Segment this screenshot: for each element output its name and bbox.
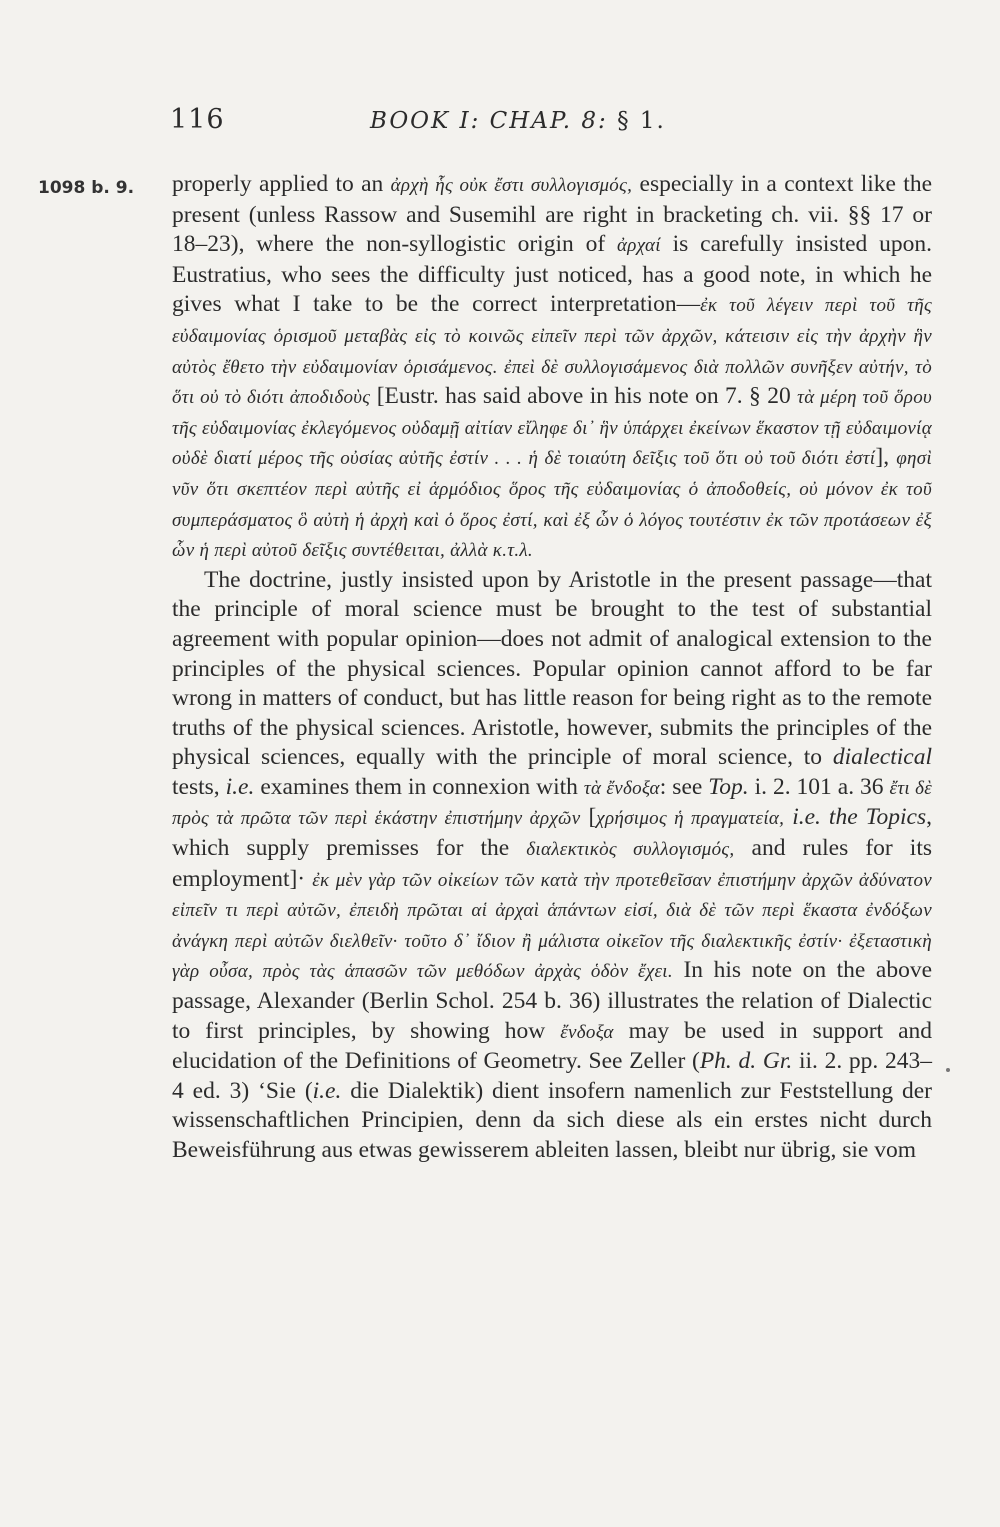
text-span: examines them in connexion with xyxy=(260,773,578,800)
page-speck xyxy=(946,1068,950,1072)
greek-quote: φησὶ νῦν ὅτι σκεπτέον περὶ αὐτῆς εἰ ἁρμόδιος ὅρος τῆς εὐδαιμονίας ὁ ἀποδοθείς, οὐ μόνον ἐκ τοῦ συμπεράσματος ὃ αὐτὴ ἡ ἀρχὴ καὶ ὁ ὅρος ἐστί, καὶ ἐξ ὧν ὁ λόγος τουτέστιν ἐκ τῶν προτάσεων ἐξ ὧν ἡ περὶ αὐτοῦ δεῖξις συντέθειται, ἀλλὰ κ.τ.λ. xyxy=(172,448,933,562)
greek-quote: ἐκ μὲν γὰρ τῶν οἰκείων τῶν κατὰ τὴν προτεθεῖσαν ἐπιστήμην ἀρχῶν ἀδύνατον εἰπεῖν τι περὶ αὐτῶν, ἐπειδὴ πρῶται αἱ ἀρχαὶ ἁπάντων εἰσί, διὰ δὲ τῶν περὶ ἕκαστα ἐνδόξων ἀνάγκη περὶ αὐτῶν διελθεῖν· τοῦτο δ᾽ ἴδιον ἢ μάλιστα οἰκεῖον τῆς διαλεκτικῆς ἐστίν· ἐξεταστικὴ γὰρ οὖσα, πρὸς τὰς ἁπασῶν τῶν μεθόδων ἀρχὰς ὁδὸν ἔχει. xyxy=(172,869,932,983)
greek-quote: τὰ μέρη τοῦ ὅρου τῆς εὐδαιμονίας ἐκλεγόμενος οὐδαμῇ αἰτίαν εἴληφε δι᾽ ἣν ὑπάρχει ἐκείνων ἕκαστον τῇ εὐδαιμονίᾳ οὐδὲ διατί μέρος τῆς οὐσίας αὐτῆς ἐστίν . . . ἡ δὲ τοιαύτη δεῖξις τοῦ ὅτι οὐ τοῦ διότι ἐστί xyxy=(172,387,933,470)
text-span: ], xyxy=(875,444,890,471)
paragraph-1 xyxy=(172,170,932,566)
text-span: : see xyxy=(659,773,703,800)
italic-term: Top. xyxy=(708,773,749,800)
text-span: especially in a context like the present (unless Rassow and Susemihl are right in bracketing ch. vii. §§ 17 or 18–23), where the non-syllogistic origin of xyxy=(172,171,933,258)
text-span: properly applied to an xyxy=(172,171,384,197)
running-head xyxy=(370,108,666,134)
text-span: The doctrine, justly insisted upon by Aristotle in the present passage—that the principle of moral science must be brought to the test of substantial agreement with popular opinion—does not admit of analogical extension to the principles of the physical sciences. Popular opinion cannot afford to be far wrong in matters of conduct, but has little reason for being right as to the remote truths of the physical sciences. Aristotle, however, submits the principles of the physical sciences, equally with the principle of moral science, to xyxy=(172,566,932,771)
text-span: ii. 2. pp. 243–4 ed. 3) ‘Sie ( xyxy=(172,1048,933,1104)
text-span: may be used in support and elucidation of the Definitions of Geometry. See Zeller ( xyxy=(172,1017,933,1075)
greek-term: τὰ ἔνδοξα xyxy=(583,777,660,799)
body-text xyxy=(172,170,932,1166)
page-number: 116 xyxy=(170,104,225,135)
italic-term: dialectical xyxy=(832,744,932,771)
greek-quote: χρήσιμος ἡ πραγματεία, xyxy=(596,808,785,830)
greek-quote: ἐκ τοῦ λέγειν περὶ τοῦ τῆς εὐδαιμονίας ὁρισμοῦ μεταβὰς εἰς τὸ κοινῶς εἰπεῖν περὶ τῶν ἀρχῶν, κάτεισιν εἰς τὴν ἀρχὴν ἣν αὐτὸς ἔθετο τὴν εὐδαιμονίαν ὁρισάμενος. ἐπεὶ δὲ συλλογισάμενος διὰ πολλῶν συνῆξεν αὐτήν, τὸ ὅτι οὐ τὸ διότι ἀποδιδοὺς xyxy=(172,295,932,409)
italic-term: i.e. xyxy=(225,773,255,800)
running-head-section: § 1. xyxy=(617,108,666,134)
text-span: In his note on the above passage, Alexander (Berlin Schol. 254 b. 36) illustrates the relation of Dialectic to first principles, by showing how xyxy=(172,957,933,1044)
italic-term: i.e. the Topics xyxy=(792,804,927,831)
italic-term: Ph. d. Gr. xyxy=(699,1048,793,1075)
greek-quote: ἀρχὴ ἧς οὐκ ἔστι συλλογισμός, xyxy=(390,175,633,196)
greek-term: ἀρχαί xyxy=(617,235,661,257)
greek-term: ἔνδοξα xyxy=(560,1021,614,1043)
paragraph-2 xyxy=(172,566,932,1166)
text-span: is carefully insisted upon. Eustratius, who sees the difficulty just noticed, has a good note, in which he gives what I take to be the correct interpretation— xyxy=(172,231,933,318)
greek-quote: ἔτι δὲ πρὸς τὰ πρῶτα τῶν περὶ ἑκάστην ἐπιστήμην ἀρχῶν xyxy=(172,777,933,830)
page-header xyxy=(170,104,940,144)
text-span: and rules for its employment]· xyxy=(172,835,932,892)
text-span: tests, xyxy=(172,773,220,800)
greek-term: διαλεκτικὸς συλλογισμός, xyxy=(526,839,735,861)
text-span: i. 2. 101 a. 36 xyxy=(754,773,884,800)
text-span: [ xyxy=(588,804,597,831)
text-span: , which supply premisses for the xyxy=(172,804,932,862)
text-span: die Dialektik) dient insofern namenlich zur Feststellung der wissenschaftlichen Principien, denn da sich diese als ein erstes nicht durch Beweisführung aus etwas gewisserem ableiten lassen, bleibt nur übrig, sie vom xyxy=(172,1077,933,1163)
margin-reference: 1098 b. 9. xyxy=(38,178,135,198)
italic-term: i.e. xyxy=(312,1077,342,1104)
text-span: [Eustr. has said above in his note on 7. § 20 xyxy=(376,383,791,410)
running-head-title: BOOK I: CHAP. 8: xyxy=(370,108,608,134)
